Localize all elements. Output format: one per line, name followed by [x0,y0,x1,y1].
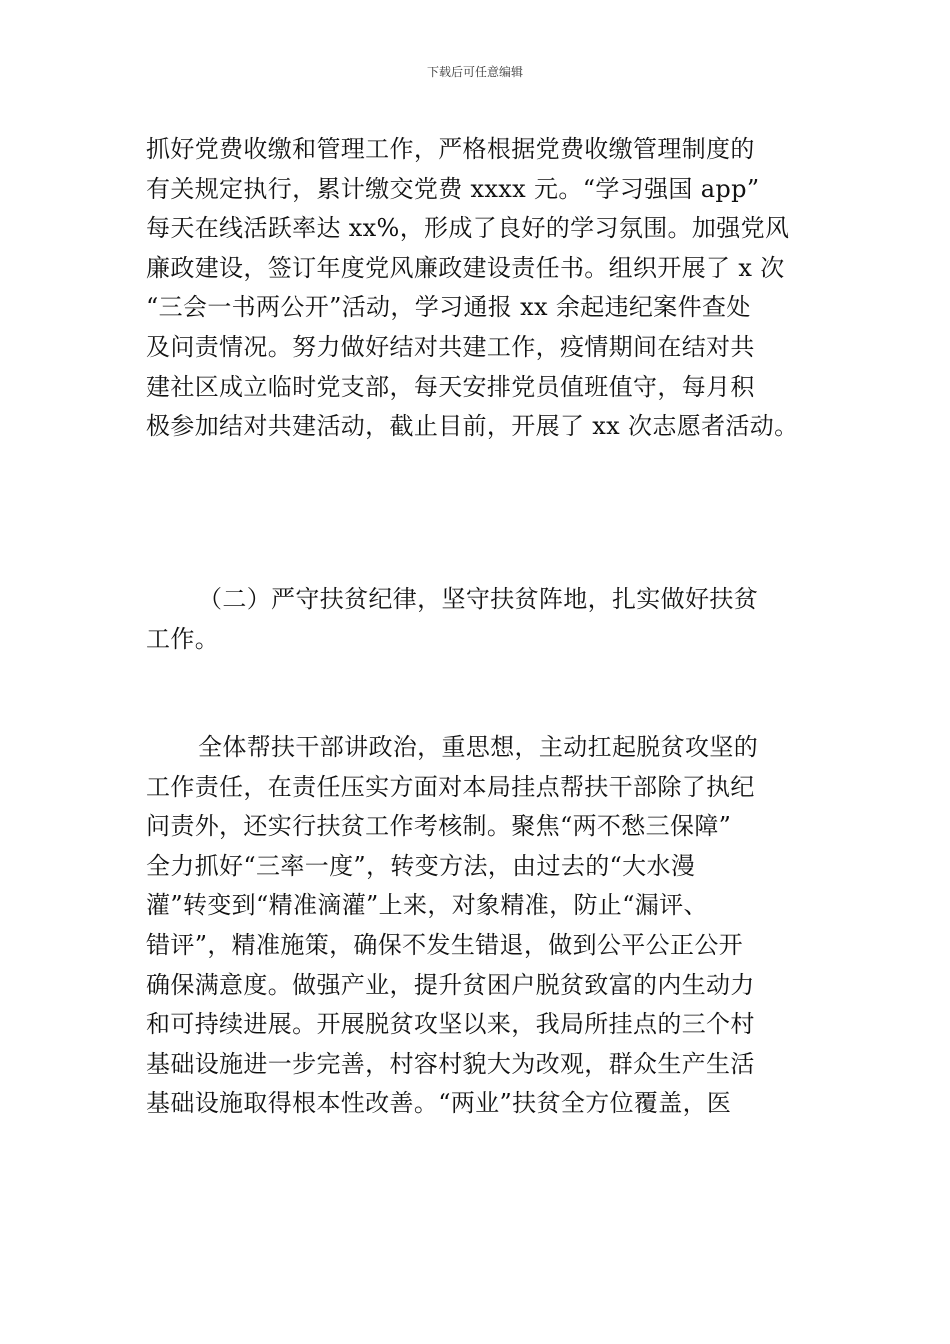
text-line: 廉政建设，签订年度党风廉政建设责任书。组织开展了 x 次 [146,253,785,282]
text-line: 工作。 [146,624,220,653]
text-line: 抓好党费收缴和管理工作，严格根据党费收缴管理制度的 [146,135,755,163]
text-line: 有关规定执行，累计缴交党费 xxxx 元。“学习强国 app” [146,174,760,203]
text-line: 全力抓好“三率一度”，转变方法，由过去的“大水漫 [146,851,696,880]
text-line: 基础设施取得根本性改善。“两业”扶贫全方位覆盖，医 [146,1089,732,1118]
text-line: 确保满意度。做强产业，提升贫困户脱贫致富的内生动力 [146,970,755,999]
text-line: 问责外，还实行扶贫工作考核制。聚焦“两不愁三保障” [146,812,732,841]
page-header: 下载后可任意编辑 [426,65,523,79]
section-heading-poverty-discipline [146,580,806,659]
text-line: 全体帮扶干部讲政治，重思想，主动扛起脱贫攻坚的 [198,733,759,761]
text-line: 及问责情况。努力做好结对共建工作，疫情期间在结对共 [146,332,755,361]
paragraph-poverty-work [146,728,806,1124]
text-line: 基础设施进一步完善，村容村貌大为改观，群众生产生活 [146,1049,755,1078]
text-line: 和可持续进展。开展脱贫攻坚以来，我局所挂点的三个村 [146,1010,755,1039]
text-line: 错评”，精准施策，确保不发生错退，做到公平公正公开 [146,930,744,959]
text-line: 建社区成立临时党支部，每天安排党员值班值守，每月积 [146,372,755,401]
text-line: “三会一书两公开”活动，学习通报 xx 余起违纪案件查处 [146,293,751,322]
paragraph-party-fees [146,130,806,447]
text-line: 灌”转变到“精准滴灌”上来，对象精准，防止“漏评、 [146,891,708,920]
text-line: 工作责任，在责任压实方面对本局挂点帮扶干部除了执纪 [146,772,755,801]
text-line: （二）严守扶贫纪律，坚守扶贫阵地，扎实做好扶贫 [198,585,759,613]
text-line: 每天在线活跃率达 xx%，形成了良好的学习氛围。加强党风 [146,214,790,243]
text-line: 极参加结对共建活动，截止目前，开展了 xx 次志愿者活动。 [146,412,799,441]
